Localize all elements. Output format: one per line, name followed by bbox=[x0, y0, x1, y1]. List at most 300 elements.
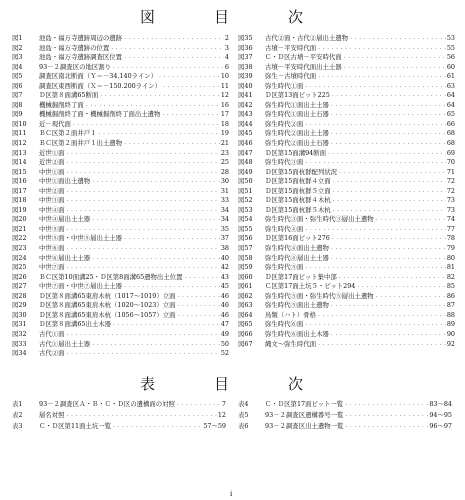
entry-title: 弥生時代④面出土遺物 bbox=[265, 244, 329, 253]
toc-entry bbox=[12, 292, 229, 302]
entry-number: 図18 bbox=[12, 196, 27, 205]
entry-page: 90 bbox=[446, 329, 455, 338]
entry-title: 弥生時代④層出土土器 bbox=[265, 253, 329, 262]
toc-entry bbox=[12, 53, 229, 63]
entry-page: 81 bbox=[446, 263, 455, 272]
entry-page: 47 bbox=[220, 320, 229, 329]
entry-number: 図6 bbox=[12, 81, 23, 90]
entry-number: 表5 bbox=[238, 411, 249, 419]
leader-dots bbox=[330, 244, 446, 254]
entry-number: 図39 bbox=[238, 72, 253, 81]
entry-number: 図51 bbox=[238, 186, 253, 195]
entry-page: 87 bbox=[446, 301, 455, 310]
entry-page: 35 bbox=[220, 224, 229, 233]
toc-entry bbox=[12, 187, 229, 197]
entry-page: 11 bbox=[220, 81, 229, 90]
entry-title: 古代①層出土土器 bbox=[39, 339, 91, 348]
entry-number: 図50 bbox=[238, 177, 253, 186]
entry-page: 88 bbox=[446, 310, 455, 319]
entry-page: 34 bbox=[220, 215, 229, 224]
entry-title: Ｄ区第８面溝65断面 bbox=[39, 91, 99, 100]
toc-entry bbox=[238, 340, 455, 350]
entry-number: 図43 bbox=[238, 110, 253, 119]
entry-number: 図58 bbox=[238, 253, 253, 262]
entry-page: 56 bbox=[446, 53, 455, 62]
entry-page: 17 bbox=[220, 110, 229, 119]
toc-entry bbox=[12, 234, 229, 244]
entry-page: 68 bbox=[446, 139, 455, 148]
entry-number: 図12 bbox=[12, 139, 27, 148]
leader-dots bbox=[66, 196, 220, 206]
entry-number: 図52 bbox=[238, 196, 253, 205]
toc-entry bbox=[238, 177, 455, 187]
entry-page: 83～84 bbox=[429, 400, 452, 408]
entry-title: Ｄ区第13面ピット225 bbox=[265, 91, 330, 100]
toc-entry bbox=[238, 158, 455, 168]
toc-entry bbox=[238, 72, 455, 82]
leader-dots bbox=[123, 34, 224, 44]
toc-entry bbox=[238, 234, 455, 244]
entry-title: ＢＣ区第２面井戸１ bbox=[39, 129, 97, 138]
entry-page: 21 bbox=[220, 139, 229, 148]
toc-entry bbox=[238, 91, 455, 101]
toc-entry bbox=[12, 349, 229, 359]
leader-dots bbox=[123, 53, 224, 63]
entry-title: 中世⑥面 bbox=[39, 244, 65, 253]
entry-number: 図53 bbox=[238, 205, 253, 214]
entry-title: 弥生時代⑥面 bbox=[265, 320, 304, 329]
entry-title: Ｄ区第16面ピット276 bbox=[265, 234, 330, 243]
entry-title: Ｄ区第15面杭群配列状況 bbox=[265, 167, 338, 176]
entry-page: 69 bbox=[446, 148, 455, 157]
entry-page: 52 bbox=[220, 349, 229, 358]
entry-number: 図66 bbox=[238, 329, 253, 338]
leader-dots bbox=[317, 44, 446, 54]
entry-title: 近－現代面 bbox=[39, 119, 71, 128]
toc-entry bbox=[238, 421, 452, 432]
leader-dots bbox=[343, 53, 446, 63]
leader-dots bbox=[344, 421, 428, 432]
leader-dots bbox=[332, 206, 446, 216]
entry-number: 図60 bbox=[238, 272, 253, 281]
leader-dots bbox=[158, 72, 220, 82]
entry-page: 73 bbox=[446, 205, 455, 214]
leader-dots bbox=[317, 72, 446, 82]
figures-list-left bbox=[12, 34, 229, 359]
entry-title: 池島・福万寺遺跡周辺の遺跡 bbox=[39, 34, 123, 42]
toc-entry bbox=[238, 101, 455, 111]
leader-dots bbox=[184, 273, 220, 283]
toc-entry bbox=[12, 215, 229, 225]
toc-entry bbox=[12, 196, 229, 206]
entry-title: 層名対照 bbox=[39, 411, 65, 419]
leader-dots bbox=[330, 330, 446, 340]
toc-entry bbox=[12, 273, 229, 283]
tables-list-left bbox=[12, 399, 226, 432]
entry-title: 93－２調査区遺構番号一覧 bbox=[265, 411, 344, 419]
entry-title: 中世⑤面 bbox=[39, 224, 65, 233]
entry-title: 縄文～弥生時代面 bbox=[265, 339, 317, 348]
entry-page: 89 bbox=[446, 320, 455, 329]
toc-entry bbox=[12, 330, 229, 340]
leader-dots bbox=[112, 320, 220, 330]
entry-number: 図57 bbox=[238, 244, 253, 253]
leader-dots bbox=[349, 34, 446, 44]
entry-title: ＢＣ区第10面溝25・Ｄ区第8面溝65遺物出土位置 bbox=[39, 272, 183, 281]
entry-number: 図45 bbox=[238, 129, 253, 138]
toc-entry bbox=[12, 129, 229, 139]
entry-title: 中世③面 bbox=[39, 196, 65, 205]
toc-entry bbox=[12, 149, 229, 159]
figures-heading: 図 目 次 bbox=[139, 8, 325, 26]
leader-dots bbox=[66, 410, 217, 421]
toc-entry bbox=[12, 263, 229, 273]
entry-page: 72 bbox=[446, 177, 455, 186]
entry-title: 中世②面 bbox=[39, 186, 65, 195]
toc-entry bbox=[12, 410, 226, 421]
entry-number: 図16 bbox=[12, 177, 27, 186]
toc-entry bbox=[238, 139, 455, 149]
entry-title: 弥生時代⑥面出土木器 bbox=[265, 329, 329, 338]
entry-title: 中世⑤面・中世⑤層出土土器 bbox=[39, 234, 123, 243]
entry-number: 図54 bbox=[238, 215, 253, 224]
entry-title: 93－２調査区出土遺物一覧 bbox=[265, 422, 344, 430]
leader-dots bbox=[304, 82, 446, 92]
toc-entry bbox=[238, 330, 455, 340]
entry-page: 73 bbox=[446, 196, 455, 205]
entry-number: 図63 bbox=[238, 301, 253, 310]
entry-title: Ｄ区第８面溝65出土木器 bbox=[39, 320, 112, 329]
entry-title: 近世①面 bbox=[39, 148, 65, 157]
leader-dots bbox=[330, 139, 446, 149]
toc-entry bbox=[12, 91, 229, 101]
entry-page: 30 bbox=[220, 177, 229, 186]
entry-page: 92 bbox=[446, 339, 455, 348]
entry-title: 弥生－古墳時代面 bbox=[265, 72, 317, 81]
entry-page: 78 bbox=[446, 234, 455, 243]
leader-dots bbox=[332, 177, 446, 187]
toc-entry bbox=[238, 110, 455, 120]
toc-entry bbox=[12, 110, 229, 120]
toc-entry bbox=[12, 63, 229, 73]
entry-number: 図19 bbox=[12, 205, 27, 214]
entry-title: 機械掘削終了面・機械掘削終了面出土遺物 bbox=[39, 110, 161, 119]
entry-title: 弥生時代③面 bbox=[265, 158, 304, 167]
leader-dots bbox=[66, 330, 220, 340]
toc-entry bbox=[12, 72, 229, 82]
entry-title: 古墳－平安時代面出土土器 bbox=[265, 62, 342, 71]
toc-entry bbox=[238, 273, 455, 283]
leader-dots bbox=[356, 282, 445, 292]
entry-page: 68 bbox=[446, 129, 455, 138]
entry-page: 31 bbox=[220, 186, 229, 195]
toc-entry bbox=[238, 44, 455, 54]
toc-entry bbox=[238, 187, 455, 197]
leader-dots bbox=[162, 82, 220, 92]
entry-page: 25 bbox=[220, 158, 229, 167]
toc-entry bbox=[12, 340, 229, 350]
toc-entry bbox=[12, 206, 229, 216]
tables-list-right bbox=[238, 399, 452, 432]
toc-entry bbox=[238, 63, 455, 73]
entry-number: 図5 bbox=[12, 72, 23, 81]
entry-page: 49 bbox=[220, 329, 229, 338]
entry-page: 85 bbox=[446, 282, 455, 291]
entry-number: 図29 bbox=[12, 301, 27, 310]
entry-title: 弥生時代⑤面 bbox=[265, 263, 304, 272]
entry-title: 弥生時代①面 bbox=[265, 81, 304, 90]
leader-dots bbox=[91, 215, 220, 225]
entry-number: 図9 bbox=[12, 110, 23, 119]
entry-page: 80 bbox=[446, 253, 455, 262]
entry-number: 表4 bbox=[238, 400, 249, 408]
entry-title: Ｄ区第８面溝65東肩木杭（1017～1019）立面 bbox=[39, 291, 176, 300]
leader-dots bbox=[338, 168, 446, 178]
entry-number: 図65 bbox=[238, 320, 253, 329]
entry-number: 図14 bbox=[12, 158, 27, 167]
leader-dots bbox=[112, 421, 202, 432]
entry-title: Ｄ区第15面杭群５木杭 bbox=[265, 205, 331, 214]
entry-number: 表2 bbox=[12, 411, 23, 419]
entry-title: 中世①面 bbox=[39, 167, 65, 176]
entry-page: 34 bbox=[220, 205, 229, 214]
leader-dots bbox=[85, 101, 220, 111]
entry-title: 弥生時代⑤面出土遺物 bbox=[265, 301, 329, 310]
toc-entry bbox=[238, 282, 455, 292]
entry-number: 図35 bbox=[238, 34, 253, 42]
leader-dots bbox=[66, 263, 220, 273]
leader-dots bbox=[66, 244, 220, 254]
leader-dots bbox=[330, 254, 446, 264]
toc-entry bbox=[238, 263, 455, 273]
entry-number: 図10 bbox=[12, 119, 27, 128]
entry-page: 50 bbox=[220, 339, 229, 348]
entry-title: Ｄ区第15面杭群４立面 bbox=[265, 177, 331, 186]
entry-number: 表6 bbox=[238, 422, 249, 430]
entry-number: 図1 bbox=[12, 34, 23, 42]
toc-entry bbox=[238, 301, 455, 311]
entry-number: 図13 bbox=[12, 148, 27, 157]
leader-dots bbox=[327, 149, 446, 159]
leader-dots bbox=[123, 234, 220, 244]
entry-number: 図32 bbox=[12, 329, 27, 338]
entry-title: Ｃ・Ｄ区第11面土坑一覧 bbox=[39, 422, 112, 430]
entry-page: 10 bbox=[220, 72, 229, 81]
toc-entry bbox=[12, 254, 229, 264]
leader-dots bbox=[338, 273, 446, 283]
leader-dots bbox=[66, 187, 220, 197]
entry-title: 池島・福万寺遺跡調査区位置 bbox=[39, 53, 123, 62]
toc-entry bbox=[12, 244, 229, 254]
entry-number: 図7 bbox=[12, 91, 23, 100]
entry-page: 45 bbox=[220, 282, 229, 291]
entry-page: 23 bbox=[220, 148, 229, 157]
toc-entry bbox=[238, 168, 455, 178]
toc-entry bbox=[238, 244, 455, 254]
entry-page: 61 bbox=[446, 72, 455, 81]
entry-number: 表3 bbox=[12, 422, 23, 430]
entry-number: 図48 bbox=[238, 158, 253, 167]
leader-dots bbox=[66, 206, 220, 216]
entry-page: 4 bbox=[224, 53, 229, 62]
entry-title: 弥生時代②面出土石器 bbox=[265, 139, 329, 148]
entry-number: 図62 bbox=[238, 291, 253, 300]
entry-number: 図33 bbox=[12, 339, 27, 348]
toc-entry bbox=[12, 177, 229, 187]
entry-page: 42 bbox=[220, 263, 229, 272]
toc-entry bbox=[12, 34, 229, 44]
toc-entry bbox=[238, 311, 455, 321]
leader-dots bbox=[330, 301, 446, 311]
entry-title: 93－２調査区Ａ・Ｂ・Ｃ・Ｄ区の遺構面の対照 bbox=[39, 400, 175, 408]
entry-page: 64 bbox=[446, 91, 455, 100]
entry-title: 弥生時代①面出土石器 bbox=[265, 110, 329, 119]
entry-number: 図31 bbox=[12, 320, 27, 329]
entry-page: 71 bbox=[446, 167, 455, 176]
toc-entry bbox=[238, 53, 455, 63]
entry-title: 近世②面 bbox=[39, 158, 65, 167]
leader-dots bbox=[123, 282, 220, 292]
entry-page: 40 bbox=[220, 253, 229, 262]
entry-page: 12 bbox=[217, 411, 226, 419]
entry-title: 中世④面 bbox=[39, 205, 65, 214]
entry-number: 図2 bbox=[12, 43, 23, 52]
entry-title: Ｄ区第８面溝65東肩木杭（1020～1023）立面 bbox=[39, 301, 176, 310]
entry-number: 図17 bbox=[12, 186, 27, 195]
entry-page: 63 bbox=[446, 81, 455, 90]
leader-dots bbox=[123, 139, 220, 149]
entry-title: 弥生時代⑤面・弥生時代⑤層出土遺物 bbox=[265, 291, 374, 300]
entry-title: Ｄ区第15面杭群５立面 bbox=[265, 186, 331, 195]
entry-number: 図24 bbox=[12, 253, 27, 262]
leader-dots bbox=[66, 349, 220, 359]
leader-dots bbox=[304, 158, 446, 168]
entry-number: 図15 bbox=[12, 167, 27, 176]
entry-title: 弥生時代①面出土土器 bbox=[265, 100, 329, 109]
entry-number: 図28 bbox=[12, 291, 27, 300]
entry-number: 図11 bbox=[12, 129, 27, 138]
entry-page: 57～59 bbox=[203, 422, 226, 430]
entry-page: 6 bbox=[224, 62, 229, 71]
toc-entry bbox=[238, 292, 455, 302]
entry-page: 60 bbox=[446, 62, 455, 71]
entry-title: ＢＣ区第２面井戸１出土遺物 bbox=[39, 139, 123, 148]
leader-dots bbox=[375, 215, 446, 225]
entry-page: 7 bbox=[221, 400, 226, 408]
entry-number: 図49 bbox=[238, 167, 253, 176]
entry-page: 43 bbox=[220, 272, 229, 281]
entry-number: 図34 bbox=[12, 349, 27, 358]
entry-page: 12 bbox=[220, 91, 229, 100]
leader-dots bbox=[330, 110, 446, 120]
entry-page: 46 bbox=[220, 291, 229, 300]
entry-title: 調査区南北断面（Ｙ＝－34.140ライン） bbox=[39, 72, 158, 81]
leader-dots bbox=[99, 91, 220, 101]
entry-number: 図21 bbox=[12, 224, 27, 233]
entry-number: 表1 bbox=[12, 400, 23, 408]
leader-dots bbox=[66, 158, 220, 168]
toc-entry bbox=[238, 215, 455, 225]
entry-page: 94～95 bbox=[429, 411, 452, 419]
entry-page: 46 bbox=[220, 301, 229, 310]
toc-entry bbox=[238, 34, 455, 44]
leader-dots bbox=[177, 311, 220, 321]
entry-title: 古代②面・古代②層出土遺物 bbox=[265, 34, 349, 42]
leader-dots bbox=[177, 292, 220, 302]
entry-number: 図23 bbox=[12, 244, 27, 253]
entry-number: 図59 bbox=[238, 263, 253, 272]
entry-number: 図55 bbox=[238, 224, 253, 233]
entry-title: Ｃ区第17面土坑５・ピット294 bbox=[265, 282, 356, 291]
entry-page: 2 bbox=[224, 34, 229, 42]
entry-number: 図38 bbox=[238, 62, 253, 71]
entry-page: 33 bbox=[220, 196, 229, 205]
toc-entry bbox=[12, 301, 229, 311]
entry-number: 図67 bbox=[238, 339, 253, 348]
entry-number: 図3 bbox=[12, 53, 23, 62]
entry-page: 19 bbox=[220, 129, 229, 138]
toc-entry bbox=[238, 129, 455, 139]
leader-dots bbox=[317, 340, 446, 350]
toc-entry bbox=[238, 149, 455, 159]
toc-entry bbox=[238, 82, 455, 92]
entry-page: 70 bbox=[446, 158, 455, 167]
entry-page: 64 bbox=[446, 100, 455, 109]
entry-page: 3 bbox=[224, 43, 229, 52]
entry-number: 図20 bbox=[12, 215, 27, 224]
entry-number: 図30 bbox=[12, 310, 27, 319]
entry-page: 55 bbox=[446, 43, 455, 52]
entry-title: 弥生時代④面 bbox=[265, 224, 304, 233]
entry-title: Ｄ区第17面ピット集中部 bbox=[265, 272, 337, 281]
leader-dots bbox=[161, 110, 219, 120]
entry-number: 図26 bbox=[12, 272, 27, 281]
toc-entry bbox=[12, 421, 226, 432]
leader-dots bbox=[332, 187, 446, 197]
leader-dots bbox=[344, 410, 428, 421]
leader-dots bbox=[91, 177, 220, 187]
entry-title: 古墳－平安時代面 bbox=[265, 43, 317, 52]
toc-entry bbox=[238, 254, 455, 264]
toc-entry bbox=[12, 399, 226, 410]
entry-number: 図64 bbox=[238, 310, 253, 319]
entry-number: 図4 bbox=[12, 62, 23, 71]
entry-number: 図47 bbox=[238, 148, 253, 157]
leader-dots bbox=[330, 101, 446, 111]
entry-page: 96～97 bbox=[429, 422, 452, 430]
leader-dots bbox=[304, 263, 446, 273]
leader-dots bbox=[98, 129, 220, 139]
leader-dots bbox=[66, 149, 220, 159]
entry-number: 図8 bbox=[12, 100, 23, 109]
entry-title: 弥生時代②面 bbox=[265, 119, 304, 128]
entry-number: 図22 bbox=[12, 234, 27, 243]
entry-number: 図27 bbox=[12, 282, 27, 291]
leader-dots bbox=[112, 63, 224, 73]
toc-entry bbox=[238, 206, 455, 216]
leader-dots bbox=[110, 44, 224, 54]
entry-title: 古代①面 bbox=[39, 329, 65, 338]
toc-entry bbox=[12, 311, 229, 321]
entry-title: Ｃ・Ｄ区古墳－平安時代面 bbox=[265, 53, 342, 62]
leader-dots bbox=[176, 399, 221, 410]
leader-dots bbox=[304, 320, 446, 330]
toc-entry bbox=[12, 320, 229, 330]
entry-title: 機械掘削終了面 bbox=[39, 100, 84, 109]
entry-page: 46 bbox=[220, 310, 229, 319]
figures-list-right bbox=[238, 34, 455, 349]
toc-entry bbox=[12, 44, 229, 54]
